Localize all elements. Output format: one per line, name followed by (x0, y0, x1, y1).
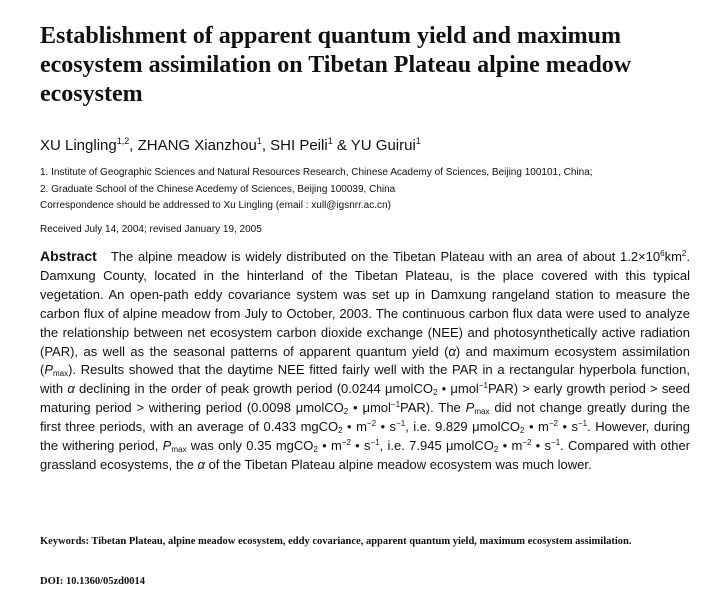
abstract-sup: −1 (577, 419, 588, 429)
abstract-sub: 2 (343, 407, 349, 417)
abstract-sup: −1 (390, 400, 401, 410)
abstract-text: • s (557, 419, 578, 435)
author-affiliation-mark: 1,2 (116, 136, 130, 146)
abstract-text: • s (531, 438, 552, 454)
pmax-symbol: P (162, 438, 172, 454)
received-dates: Received July 14, 2004; revised January 19, 2005 (40, 224, 262, 235)
paper-title: Establishment of apparent quantum yield and maximum ecosystem assimilation on Tibetan Plateau alpine meadow ecosystem (40, 23, 632, 107)
abstract-text: • m (342, 419, 367, 435)
abstract-text: of the Tibetan Plateau alpine meadow ecosystem was much lower. (204, 456, 592, 472)
abstract-sub: 2 (432, 388, 438, 398)
pmax-subscript: max (474, 407, 490, 417)
author-list (40, 136, 690, 156)
abstract-text: , i.e. 9.829 μmolCO (405, 419, 521, 435)
abstract-text: • μmol (348, 400, 391, 416)
abstract-sup: −1 (396, 419, 406, 429)
abstract-text: • s (350, 438, 371, 454)
abstract-text: , i.e. 7.945 μmolCO (379, 438, 494, 454)
abstract-sup: −2 (522, 438, 532, 448)
abstract-sup: 6 (660, 249, 665, 258)
alpha-symbol: α (67, 381, 75, 397)
abstract-sup: 2 (681, 249, 687, 258)
keywords: Keywords: Tibetan Plateau, alpine meadow ecosystem, eddy covariance, apparent quantum yield, maximum ecosystem assimilation. (40, 536, 632, 547)
abstract-text: • m (317, 438, 342, 454)
affiliation-line: 2. Graduate School of the Chinese Acedemy of Sciences, Beijing 100039, China (40, 183, 396, 195)
abstract-text: . Compared with other grassland ecosystems, the (40, 438, 691, 472)
pmax-symbol: P (465, 400, 475, 416)
author-name: ZHANG Xianzhou (137, 137, 257, 154)
abstract (40, 247, 690, 475)
abstract-text: • m (524, 419, 549, 435)
affiliation-list (40, 165, 700, 215)
abstract-sub: 2 (338, 426, 343, 436)
abstract-sub: 2 (493, 445, 499, 455)
alpha-symbol: α (448, 343, 456, 359)
abstract-sup: −1 (370, 438, 380, 448)
abstract-text: • s (376, 419, 397, 435)
abstract-text: ) and maximum ecosystem assimilation ( (40, 343, 690, 378)
abstract-text: ). Results showed that the daytime NEE fitted fairly well with the PAR in a rectangular hyperbola function, with (40, 362, 690, 397)
alpha-symbol: α (197, 456, 205, 472)
abstract-sup: −2 (366, 419, 377, 429)
abstract-sub: 2 (313, 445, 318, 455)
abstract-text: • μmol (437, 381, 479, 397)
doi: DOI: 10.1360/05zd0014 (40, 576, 145, 587)
abstract-text: did not change greatly during the first three periods, with an average of 0.433 mgCO (40, 400, 690, 435)
abstract-text: The alpine meadow is widely distributed on the Tibetan Plateau with an area of about 1.2×10 (110, 249, 661, 264)
author-affiliation-mark: 1 (256, 136, 262, 146)
author-name: XU Lingling (40, 137, 117, 154)
author-affiliation-mark: 1 (415, 136, 421, 146)
author-affiliation-mark: 1 (327, 136, 333, 146)
abstract-sup: −2 (341, 438, 351, 448)
author-separator: & (332, 137, 351, 154)
abstract-text: was only 0.35 mgCO (186, 438, 314, 454)
pmax-symbol: P (44, 362, 54, 378)
pmax-subscript: max (171, 445, 187, 455)
abstract-sup: −2 (548, 419, 558, 429)
author-name: SHI Peili (270, 137, 328, 154)
abstract-sup: −1 (551, 438, 561, 448)
abstract-text: PAR). The (400, 400, 466, 416)
abstract-text: . However, during the withering period, (40, 419, 691, 454)
abstract-sub: 2 (520, 426, 525, 436)
author-separator: , (129, 137, 138, 154)
author-separator: , (261, 137, 271, 154)
abstract-label: Abstract (40, 248, 97, 264)
abstract-sup: −1 (478, 381, 488, 391)
affiliation-line: 1. Institute of Geographic Sciences and Natural Resources Research, Chinese Academy of Sciences, Beijing 100101, China; (40, 167, 593, 178)
abstract-text: declining in the order of peak growth period (0.0244 μmolCO (74, 381, 433, 397)
abstract-text: km (664, 249, 682, 264)
abstract-text: • m (498, 438, 523, 454)
pmax-subscript: max (53, 369, 69, 379)
abstract-text: PAR) > early growth period > seed maturing period > withering period (0.0098 μmolCO (40, 381, 691, 416)
correspondence-line: Correspondence should be addressed to Xu Lingling (email : xull@igsnrr.ac.cn) (40, 200, 391, 211)
author-name: YU Guirui (350, 137, 416, 154)
abstract-text: . Damxung County, located in the hinterland of the Tibetan Plateau, is the place covered with this typical vegetation. An open-path eddy covariance system was set up in Damxung rangeland station to measure the carbon flux of alpine meadow from July to October, 2003. The continuous carbon flux data were used to analyze the relationship between net ecosystem carbon dioxide exchange (NEE) and photosynthetically active radiation (PAR), as well as the seasonal patterns of apparent quantum yield ( (40, 249, 690, 359)
